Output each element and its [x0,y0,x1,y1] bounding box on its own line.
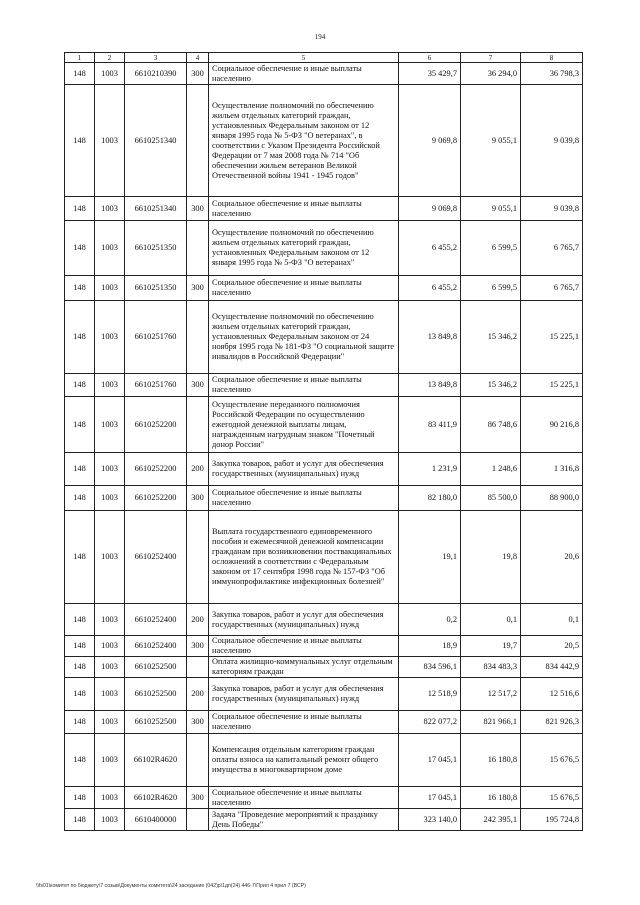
target-article-cell: 6610400000 [125,809,187,831]
target-article-cell: 6610251350 [125,276,187,301]
expense-type-cell [187,221,209,276]
amount-year1-cell: 35 429,7 [399,63,461,85]
amount-year1-cell: 323 140,0 [399,809,461,831]
amount-year2-cell: 242 395,1 [461,809,521,831]
section-code-cell: 1003 [95,711,125,734]
amount-year1-cell: 13 849,8 [399,301,461,374]
target-article-cell: 6610251340 [125,197,187,221]
column-numbers-row [65,53,583,63]
ministry-code-cell: 148 [65,197,95,221]
description-cell: Оплата жилищно-коммунальных услуг отдельным категориям граждан [209,657,399,678]
amount-year3-cell: 20,5 [521,636,583,657]
target-article-cell: 6610251760 [125,374,187,397]
amount-year3-cell: 9 039,8 [521,197,583,221]
amount-year3-cell: 36 798,3 [521,63,583,85]
table-row [65,734,583,787]
section-code-cell: 1003 [95,787,125,809]
column-number: 3 [125,53,187,63]
description-cell: Выплата государственного единовременного пособия и ежемесячной денежной компенсации гражданам при возникновении поствакцинальных осложнений в соответствии с Федеральным законом от 17 сентября 1998 года № 157-ФЗ "Об иммунопрофилактике инфекционных болезней" [209,511,399,604]
ministry-code-cell: 148 [65,276,95,301]
table-row [65,511,583,604]
description-cell: Осуществление полномочий по обеспечению жильем отдельных категорий граждан, установленных Федеральным законом от 24 ноября 1995 года № 181-ФЗ "О социальной защите инвалидов в Российской Федерации" [209,301,399,374]
ministry-code-cell: 148 [65,301,95,374]
amount-year3-cell: 15 676,5 [521,734,583,787]
amount-year1-cell: 6 455,2 [399,221,461,276]
expense-type-cell: 300 [187,197,209,221]
expense-type-cell: 200 [187,604,209,636]
ministry-code-cell: 148 [65,397,95,453]
column-number: 8 [521,53,583,63]
target-article-cell: 66102R4620 [125,787,187,809]
description-cell: Социальное обеспечение и иные выплаты населению [209,636,399,657]
section-code-cell: 1003 [95,486,125,511]
description-cell: Осуществление переданного полномочия Российской Федерации по осуществлению ежегодной денежной выплаты лицам, награжденным нагрудным знаком "Почетный донор России" [209,397,399,453]
target-article-cell: 6610252400 [125,636,187,657]
amount-year2-cell: 36 294,0 [461,63,521,85]
ministry-code-cell: 148 [65,221,95,276]
amount-year2-cell: 6 599,5 [461,276,521,301]
section-code-cell: 1003 [95,809,125,831]
target-article-cell: 6610252400 [125,511,187,604]
ministry-code-cell: 148 [65,734,95,787]
target-article-cell: 6610252500 [125,657,187,678]
amount-year1-cell: 17 045,1 [399,734,461,787]
description-cell: Социальное обеспечение и иные выплаты населению [209,197,399,221]
column-number: 1 [65,53,95,63]
table-row [65,787,583,809]
table-row [65,486,583,511]
table-row [65,636,583,657]
amount-year2-cell: 821 966,1 [461,711,521,734]
description-cell: Осуществление полномочий по обеспечению жильем отдельных категорий граждан, установленных Федеральным законом от 12 января 1995 года № 5-ФЗ "О ветеранах", в соответствии с Указом Президента Российской Федерации от 7 мая 2008 года № 714 "Об обеспечении жильем ветеранов Великой Отечественной войны 1941 - 1945 годов" [209,85,399,197]
target-article-cell: 6610252200 [125,397,187,453]
table-row [65,301,583,374]
expense-type-cell: 300 [187,486,209,511]
column-number: 4 [187,53,209,63]
target-article-cell: 6610251350 [125,221,187,276]
amount-year2-cell: 19,8 [461,511,521,604]
expense-type-cell: 300 [187,276,209,301]
amount-year3-cell: 15 676,5 [521,787,583,809]
description-cell: Социальное обеспечение и иные выплаты населению [209,787,399,809]
amount-year2-cell: 15 346,2 [461,301,521,374]
target-article-cell: 6610210390 [125,63,187,85]
table-row [65,809,583,831]
page-number: 194 [314,33,326,41]
table-row [65,453,583,486]
amount-year3-cell: 15 225,1 [521,301,583,374]
table-row [65,604,583,636]
amount-year2-cell: 1 248,6 [461,453,521,486]
description-cell: Закупка товаров, работ и услуг для обеспечения государственных (муниципальных) нужд [209,604,399,636]
ministry-code-cell: 148 [65,636,95,657]
amount-year1-cell: 83 411,9 [399,397,461,453]
description-cell: Социальное обеспечение и иные выплаты населению [209,63,399,85]
expense-type-cell [187,301,209,374]
amount-year1-cell: 6 455,2 [399,276,461,301]
amount-year1-cell: 834 596,1 [399,657,461,678]
amount-year2-cell: 834 483,3 [461,657,521,678]
section-code-cell: 1003 [95,397,125,453]
amount-year3-cell: 12 516,6 [521,678,583,711]
table-row [65,678,583,711]
target-article-cell: 66102R4620 [125,734,187,787]
description-cell: Социальное обеспечение и иные выплаты населению [209,486,399,511]
amount-year1-cell: 18,9 [399,636,461,657]
amount-year3-cell: 821 926,3 [521,711,583,734]
description-cell: Социальное обеспечение и иные выплаты населению [209,711,399,734]
amount-year1-cell: 9 069,8 [399,85,461,197]
budget-table [64,52,583,831]
target-article-cell: 6610252400 [125,604,187,636]
expense-type-cell [187,734,209,787]
expense-type-cell [187,511,209,604]
amount-year3-cell: 6 765,7 [521,276,583,301]
expense-type-cell [187,85,209,197]
amount-year3-cell: 90 216,8 [521,397,583,453]
ministry-code-cell: 148 [65,809,95,831]
description-cell: Закупка товаров, работ и услуг для обеспечения государственных (муниципальных) нужд [209,678,399,711]
column-number: 5 [209,53,399,63]
amount-year2-cell: 85 500,0 [461,486,521,511]
section-code-cell: 1003 [95,301,125,374]
section-code-cell: 1003 [95,636,125,657]
ministry-code-cell: 148 [65,85,95,197]
column-number: 2 [95,53,125,63]
amount-year1-cell: 1 231,9 [399,453,461,486]
amount-year3-cell: 1 316,8 [521,453,583,486]
expense-type-cell [187,397,209,453]
ministry-code-cell: 148 [65,678,95,711]
amount-year2-cell: 16 180,8 [461,787,521,809]
expense-type-cell [187,809,209,831]
table-row [65,397,583,453]
table-row [65,374,583,397]
ministry-code-cell: 148 [65,511,95,604]
table-row [65,276,583,301]
section-code-cell: 1003 [95,511,125,604]
section-code-cell: 1003 [95,276,125,301]
section-code-cell: 1003 [95,453,125,486]
description-cell: Социальное обеспечение и иные выплаты населению [209,276,399,301]
amount-year2-cell: 15 346,2 [461,374,521,397]
description-cell: Социальное обеспечение и иные выплаты населению [209,374,399,397]
amount-year1-cell: 19,1 [399,511,461,604]
section-code-cell: 1003 [95,657,125,678]
amount-year3-cell: 195 724,8 [521,809,583,831]
ministry-code-cell: 148 [65,374,95,397]
expense-type-cell [187,657,209,678]
amount-year1-cell: 12 518,9 [399,678,461,711]
amount-year2-cell: 0,1 [461,604,521,636]
section-code-cell: 1003 [95,85,125,197]
table-row [65,657,583,678]
amount-year2-cell: 12 517,2 [461,678,521,711]
target-article-cell: 6610251340 [125,85,187,197]
expense-type-cell: 300 [187,374,209,397]
section-code-cell: 1003 [95,63,125,85]
amount-year3-cell: 15 225,1 [521,374,583,397]
description-cell: Задача "Проведение мероприятий к празднику День Победы" [209,809,399,831]
amount-year1-cell: 9 069,8 [399,197,461,221]
column-number: 6 [399,53,461,63]
ministry-code-cell: 148 [65,604,95,636]
amount-year1-cell: 82 180,0 [399,486,461,511]
amount-year2-cell: 9 055,1 [461,197,521,221]
amount-year1-cell: 822 077,2 [399,711,461,734]
amount-year2-cell: 86 748,6 [461,397,521,453]
amount-year1-cell: 17 045,1 [399,787,461,809]
table-row [65,711,583,734]
section-code-cell: 1003 [95,678,125,711]
description-cell: Осуществление полномочий по обеспечению жильем отдельных категорий граждан, установленных Федеральным законом от 12 января 1995 года № 5-ФЗ "О ветеранах" [209,221,399,276]
amount-year3-cell: 6 765,7 [521,221,583,276]
ministry-code-cell: 148 [65,657,95,678]
section-code-cell: 1003 [95,604,125,636]
section-code-cell: 1003 [95,197,125,221]
ministry-code-cell: 148 [65,711,95,734]
expense-type-cell: 300 [187,636,209,657]
target-article-cell: 6610252200 [125,486,187,511]
expense-type-cell: 300 [187,787,209,809]
expense-type-cell: 300 [187,711,209,734]
table-row [65,221,583,276]
section-code-cell: 1003 [95,374,125,397]
amount-year3-cell: 20,6 [521,511,583,604]
amount-year3-cell: 9 039,8 [521,85,583,197]
ministry-code-cell: 148 [65,63,95,85]
amount-year3-cell: 88 900,0 [521,486,583,511]
target-article-cell: 6610252200 [125,453,187,486]
amount-year1-cell: 13 849,8 [399,374,461,397]
ministry-code-cell: 148 [65,787,95,809]
amount-year2-cell: 19,7 [461,636,521,657]
amount-year2-cell: 16 180,8 [461,734,521,787]
section-code-cell: 1003 [95,221,125,276]
expense-type-cell: 200 [187,678,209,711]
amount-year3-cell: 0,1 [521,604,583,636]
section-code-cell: 1003 [95,734,125,787]
expense-type-cell: 300 [187,63,209,85]
description-cell: Закупка товаров, работ и услуг для обеспечения государственных (муниципальных) нужд [209,453,399,486]
target-article-cell: 6610252500 [125,711,187,734]
target-article-cell: 6610251760 [125,301,187,374]
column-number: 7 [461,53,521,63]
amount-year2-cell: 6 599,5 [461,221,521,276]
amount-year3-cell: 834 442,9 [521,657,583,678]
description-cell: Компенсация отдельным категориям граждан оплаты взноса на капитальный ремонт общего имущества в многоквартирном доме [209,734,399,787]
table-row [65,197,583,221]
table-row [65,85,583,197]
amount-year2-cell: 9 055,1 [461,85,521,197]
target-article-cell: 6610252500 [125,678,187,711]
amount-year1-cell: 0,2 [399,604,461,636]
expense-type-cell: 200 [187,453,209,486]
table-row [65,63,583,85]
file-path-footer: \\fs01\комитет по бюджету\7 созыв\Документы комитета\24 заседание (042)р\1дп(24) 446-7\Прил 4 прил 7 (ВСР) [36,883,306,889]
ministry-code-cell: 148 [65,453,95,486]
ministry-code-cell: 148 [65,486,95,511]
